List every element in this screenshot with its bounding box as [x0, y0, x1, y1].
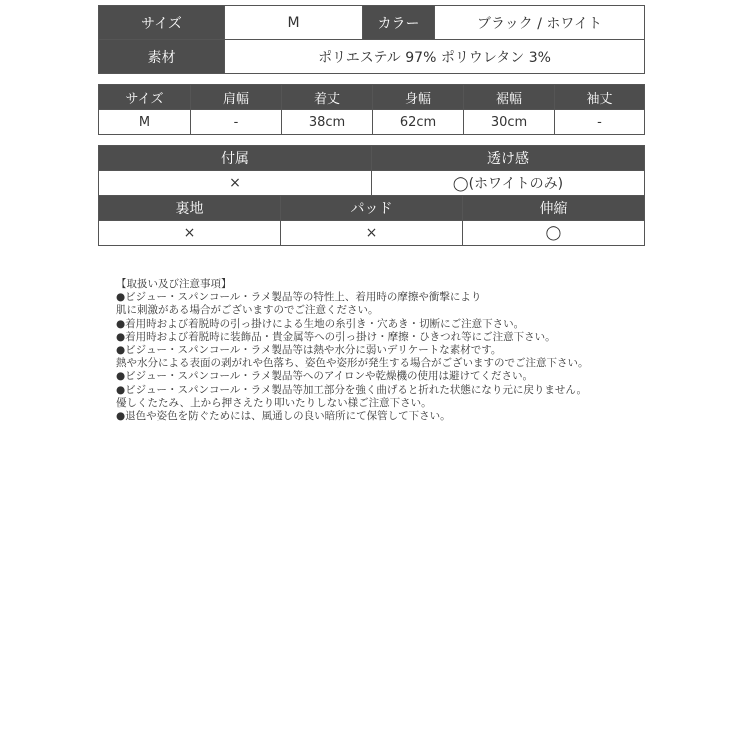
measure-value-shoulder: - — [191, 110, 282, 135]
features-table — [98, 145, 645, 246]
care-note-line: ●退色や姿色を防ぐためには、風通しの良い暗所にて保管して下さい。 — [116, 410, 451, 423]
material-value: ポリエステル 97% ポリウレタン 3% — [225, 40, 645, 74]
care-notes — [116, 278, 636, 423]
accessory-value: × — [99, 171, 372, 196]
measure-header-length: 着丈 — [282, 85, 373, 110]
measure-header-width: 身幅 — [373, 85, 464, 110]
size-label: サイズ — [99, 6, 225, 40]
sheerness-label: 透け感 — [372, 146, 645, 171]
care-note-line: ●ビジュー・スパンコール・ラメ製品等加工部分を強く曲げると折れた状態になり元に戻りません。 — [116, 383, 588, 396]
care-note-line: 肌に刺激がある場合がございますのでご注意ください。 — [116, 304, 379, 317]
care-notes-heading: 【取扱い及び注意事項】 — [116, 278, 232, 290]
lining-value: × — [99, 221, 281, 246]
measure-value-sleeve: - — [555, 110, 645, 135]
measure-header-sleeve: 袖丈 — [555, 85, 645, 110]
color-label: カラー — [363, 6, 435, 40]
measure-value-width: 62cm — [373, 110, 464, 135]
stretch-label: 伸縮 — [463, 196, 645, 221]
measure-header-hem: 裾幅 — [464, 85, 555, 110]
measure-value-hem: 30cm — [464, 110, 555, 135]
measurement-table — [98, 84, 645, 135]
color-value: ブラック / ホワイト — [435, 6, 645, 40]
care-note-line: 熱や水分による表面の剥がれや色落ち、姿色や姿形が発生する場合がございますのでご注意下さい。 — [116, 357, 589, 370]
measure-value-size: M — [99, 110, 191, 135]
measure-value-length: 38cm — [282, 110, 373, 135]
care-note-line: ●ビジュー・スパンコール・ラメ製品等へのアイロンや乾燥機の使用は避けてください。 — [116, 370, 533, 383]
accessory-label: 付属 — [99, 146, 372, 171]
measure-header-shoulder: 肩幅 — [191, 85, 282, 110]
sheerness-value: ◯(ホワイトのみ) — [372, 171, 645, 196]
size-color-material-table — [98, 5, 645, 74]
size-value: M — [225, 6, 363, 40]
care-note-line: ●ビジュー・スパンコール・ラメ製品等は熱や水分に弱いデリケートな素材です。 — [116, 344, 502, 357]
care-note-line: 優しくたたみ、上から押さえたり叩いたりしない様ご注意下さい。 — [116, 396, 432, 409]
material-label: 素材 — [99, 40, 225, 74]
care-note-line: ●着用時および着脱時に装飾品・貴金属等への引っ掛け・摩擦・ひきつれ等にご注意下さい。 — [116, 330, 556, 343]
care-note-line: ●ビジュー・スパンコール・ラメ製品等の特性上、着用時の摩擦や衝撃により — [116, 291, 482, 304]
care-note-line: ●着用時および着脱時の引っ掛けによる生地の糸引き・穴あき・切断にご注意下さい。 — [116, 317, 525, 330]
lining-label: 裏地 — [99, 196, 281, 221]
stretch-value: ◯ — [463, 221, 645, 246]
padding-value: × — [281, 221, 463, 246]
measure-header-size: サイズ — [99, 85, 191, 110]
padding-label: パッド — [281, 196, 463, 221]
